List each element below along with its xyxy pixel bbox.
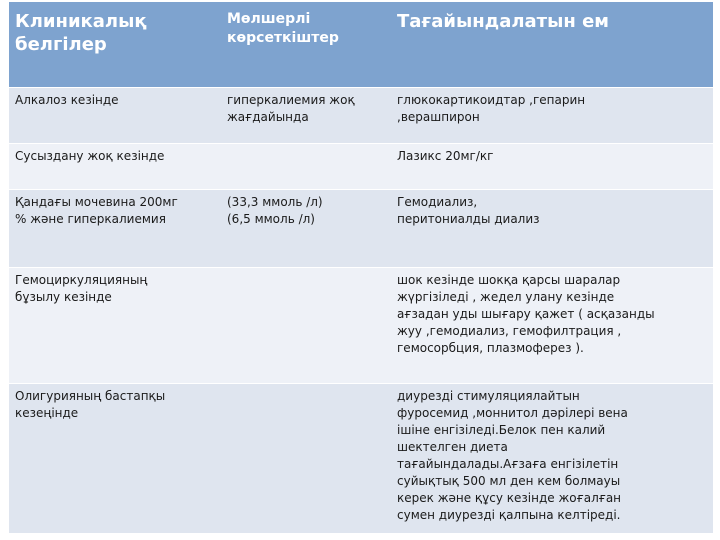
table-cell: Лазикс 20мг/кг bbox=[397, 149, 494, 163]
table-cell bbox=[221, 268, 391, 383]
table-cell: диурезді стимуляциялайтын фуросемид ,моннитол дәрілері вена ішіне енгізіледі.Белок пен калий шектелген диета тағайындалады.Ағзаға енгізілетін суйықтық 500 мл ден кем болмауы керек және құсу кезінде жоғалған сумен диурезді қалпына келтіреді. bbox=[397, 389, 628, 522]
table-cell: Олигурияның бастапқы кезеңінде bbox=[15, 389, 166, 420]
table-cell: глюкокартикоидтар ,гепарин ,верашпирон bbox=[397, 93, 586, 124]
header-clinical-signs: Клиникалық белгілер bbox=[15, 11, 147, 55]
table-row bbox=[9, 144, 713, 190]
table-row bbox=[9, 190, 713, 268]
table-cell: Алкалоз кезінде bbox=[15, 93, 119, 107]
table-cell: Гемодиализ, перитониалды диализ bbox=[397, 195, 540, 226]
table-cell bbox=[221, 384, 391, 533]
header-treatment: Тағайындалатын ем bbox=[397, 11, 610, 32]
table-cell: Қандағы мочевина 200мг % және гиперкалиемия bbox=[15, 195, 178, 226]
table-cell: гиперкалиемия жоқ жағдайында bbox=[227, 93, 355, 124]
table-cell: (33,3 ммоль /л) (6,5 ммоль /л) bbox=[227, 195, 323, 226]
table-cell: шок кезінде шокқа қарсы шаралар жүргізіледі , жедел улану кезінде ағзадан уды шығару қажет ( асқазанды жуу ,гемодиализ, гемофилтрация , гемосорбция, плазмоферез ). bbox=[397, 273, 655, 355]
treatment-table bbox=[8, 2, 712, 532]
table-row bbox=[9, 88, 713, 144]
table-header-row bbox=[9, 2, 713, 88]
header-indicators: Мөлшерлі көрсеткіштер bbox=[227, 11, 339, 46]
table-row bbox=[9, 384, 713, 534]
table-cell: Гемоциркуляцияның бұзылу кезінде bbox=[15, 273, 148, 304]
table-cell: Сусыздану жоқ кезінде bbox=[15, 149, 165, 163]
table-row bbox=[9, 268, 713, 384]
